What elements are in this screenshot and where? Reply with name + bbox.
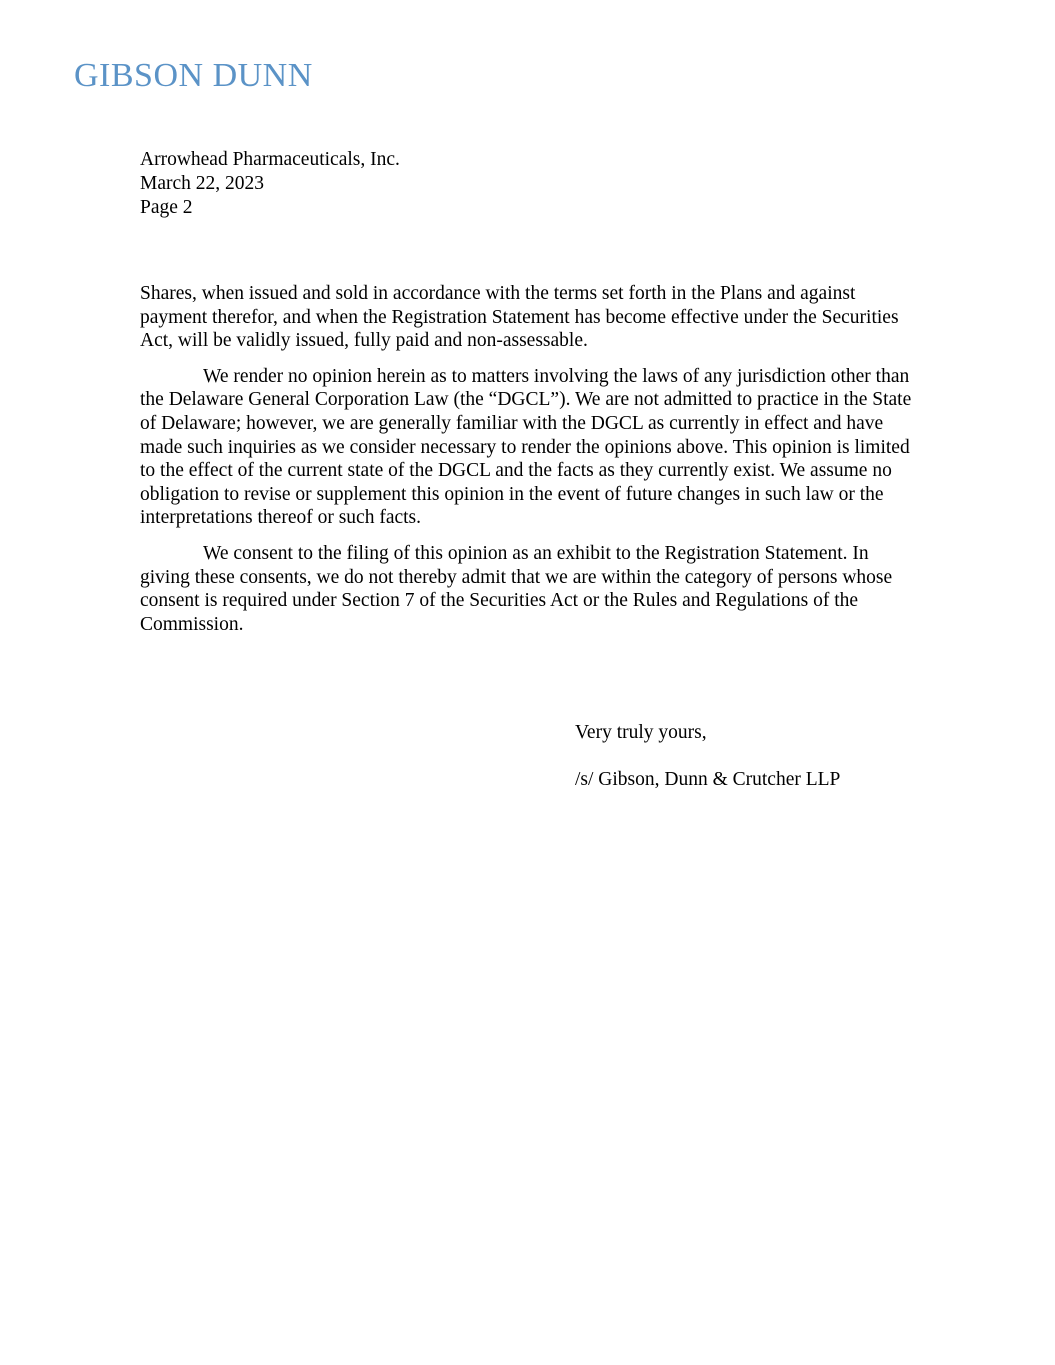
body-paragraph-jurisdiction: We render no opinion herein as to matters involving the laws of any jurisdiction other than the Delaware General Corporation Law (the “DGCL”). We are not admitted to practice in the State of Delaware; however, we are generally familiar with the DGCL as currently in effect and have made such inquiries as we consider necessary to render the opinions above. This opinion is limited to the effect of the current state of the DGCL and the facts as they currently exist. We assume no obligation to revise or supplement this opinion in the event of future changes in such law or the interpretations thereof or such facts. (140, 365, 912, 529)
page-number: Page 2 (140, 197, 193, 218)
firm-logo: GIBSON DUNN (74, 57, 313, 94)
letter-date: March 22, 2023 (140, 173, 265, 194)
recipient-name: Arrowhead Pharmaceuticals, Inc. (140, 149, 400, 170)
closing-salutation: Very truly yours, (575, 722, 707, 743)
letter-body (140, 282, 916, 648)
letter-closing (575, 721, 840, 792)
letter-header (140, 148, 400, 220)
signature-line: /s/ Gibson, Dunn & Crutcher LLP (575, 769, 841, 790)
body-paragraph-continuation: Shares, when issued and sold in accordance with the terms set forth in the Plans and against payment therefor, and when the Registration Statement has become effective under the Securities Act, will be validly issued, fully paid and non-assessable. (140, 283, 899, 352)
body-paragraph-consent: We consent to the filing of this opinion as an exhibit to the Registration Statement. In giving these consents, we do not thereby admit that we are within the category of persons whose consent is required under Section 7 of the Securities Act or the Rules and Regulations of the Commission. (140, 542, 893, 635)
